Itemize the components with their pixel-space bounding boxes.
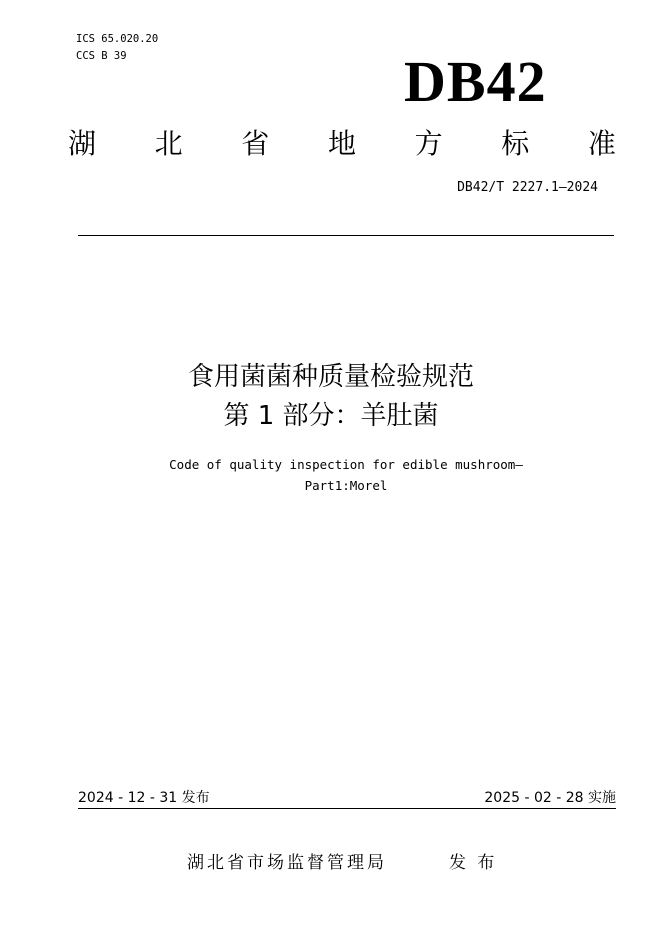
- header-divider: [78, 235, 614, 236]
- standard-type-char: 方: [414, 127, 443, 160]
- footer-divider: [78, 808, 616, 809]
- standard-type-char: 地: [327, 127, 356, 160]
- standard-type-char: 省: [241, 127, 270, 160]
- ics-code: ICS 65.020.20: [76, 33, 159, 45]
- issue-date: 2024 - 12 - 31 发布: [78, 790, 210, 806]
- standard-number: DB42/T 2227.1—2024: [457, 180, 598, 195]
- standard-type-char: 湖: [67, 127, 96, 160]
- title-english-line2: Part1:Morel: [304, 478, 388, 493]
- title-chinese-line2: 第 1 部分：羊肚菌: [223, 401, 439, 431]
- title-chinese-line1: 食用菌菌种质量检验规范: [187, 362, 474, 392]
- issuing-authority: 湖北省市场监督管理局: [187, 853, 387, 873]
- standard-type-char: 准: [587, 127, 616, 160]
- standard-type-char: 标: [501, 127, 530, 160]
- standard-type-heading: [62, 124, 622, 164]
- db-standard-code: DB42: [404, 49, 547, 114]
- standard-type-char: 北: [154, 127, 183, 160]
- title-english-line1: Code of quality inspection for edible mushroom—: [169, 457, 523, 472]
- issue-action-label: 发 布: [449, 853, 498, 873]
- implementation-date: 2025 - 02 - 28 实施: [484, 790, 616, 806]
- ccs-code: CCS B 39: [76, 50, 127, 62]
